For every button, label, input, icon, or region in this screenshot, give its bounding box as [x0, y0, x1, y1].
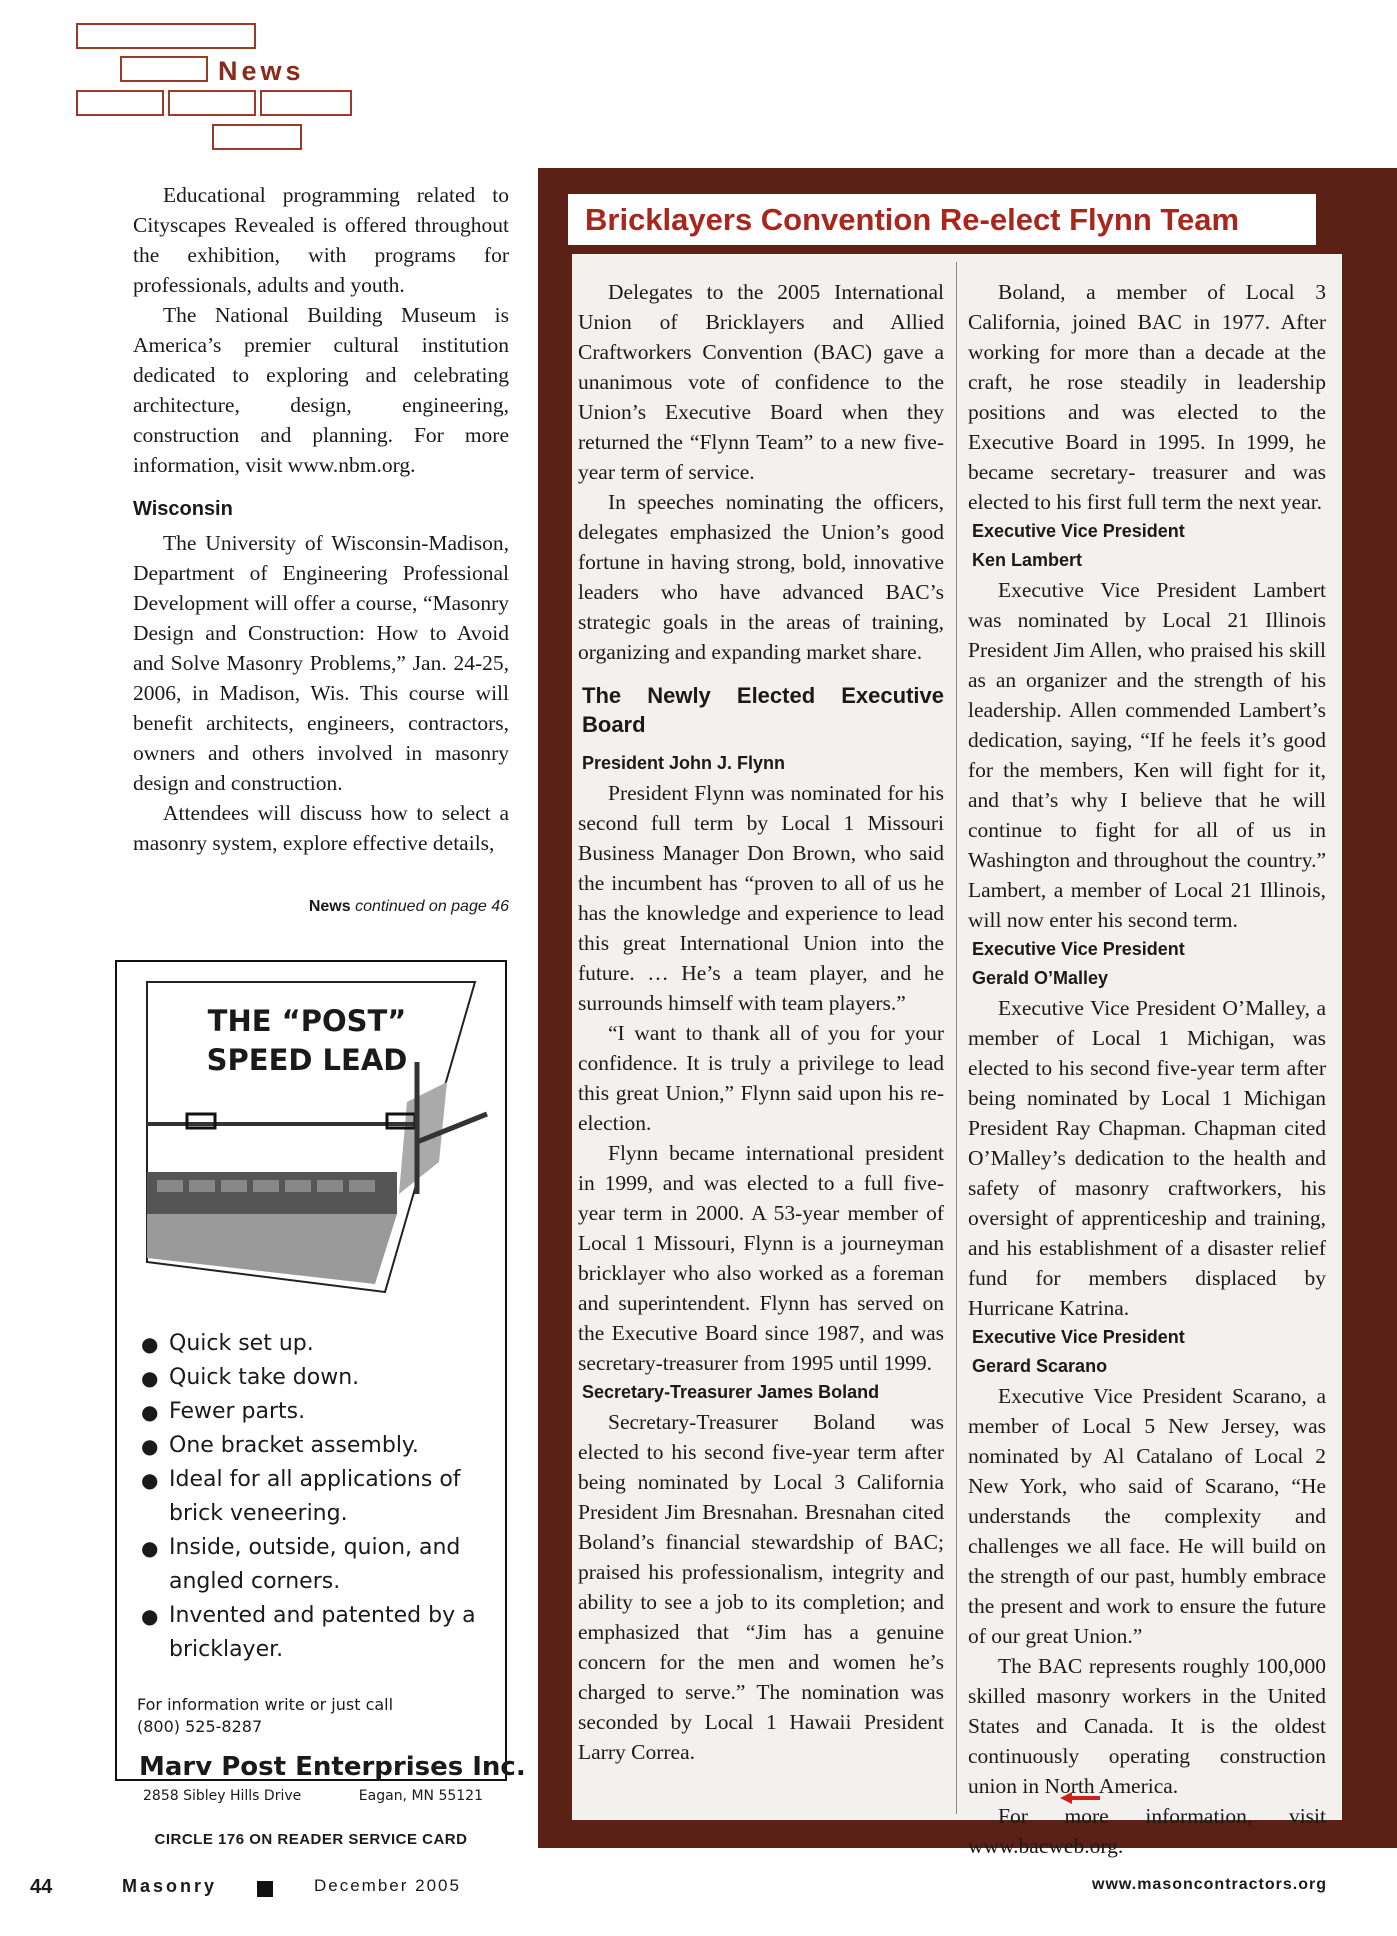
ad-title — [187, 1002, 427, 1080]
paragraph: Boland, a member of Local 3 California, joined BAC in 1977. After working for more than a decade at the craft, he rose steadily in leadership positions and was elected to the Executive Board in 1995. In 1999, he became secretary- treasurer and was elected to his first full term the next year. — [968, 280, 1326, 514]
paragraph: Delegates to the 2005 International Union of Bricklayers and Allied Craftworkers Convention (BAC) gave a unanimous vote of confidence to the Union’s Executive Board when they returned the “Flynn Team” to a new five-year term of service. — [578, 280, 944, 484]
logo-brick — [212, 124, 302, 150]
reader-service-note: CIRCLE 176 ON READER SERVICE CARD — [154, 1831, 468, 1848]
president-heading: President John J. Flynn — [582, 753, 786, 773]
paragraph: Educational programming related to Cityscapes Revealed is offered throughout the exhibition, with programs for professionals, adults and youth. — [133, 183, 509, 297]
paragraph: President Flynn was nominated for his second full term by Local 1 Missouri Business Manager Don Brown, who said the incumbent has “proven to all of us he has the knowledge and experience to lead this great International Union into the future. … He’s a team player, and he surrounds himself with team players.” — [578, 781, 944, 1015]
list-item: ● Inside, outside, quion, and angled corners. — [141, 1531, 505, 1599]
paragraph: The University of Wisconsin-Madison, Department of Engineering Professional Development will offer a course, “Masonry Design and Construction: How to Avoid and Solve Masonry Problems,” Jan. 24-25, 2006, in Madison, Wis. This course will benefit architects, engineers, contractors, owners and others involved in masonry design and construction. — [133, 531, 509, 795]
ad-phone: (800) 525-8287 — [137, 1717, 263, 1736]
paragraph: Executive Vice President Scarano, a member of Local 5 New Jersey, was nominated by Al Catalano of Local 2 New York, who said of Scarano, “He understands the complexity and challenges we all face. He will build on the strength of our past, humbly embrace the present and work to ensure the future of our great Union.” — [968, 1384, 1326, 1648]
paragraph: The National Building Museum is America’s premier cultural institution dedicated to exploring and celebrating architecture, design, engineering, construction and planning. For more information, visit www.nbm.org. — [133, 303, 509, 477]
ad-company: Marv Post Enterprises Inc. — [139, 1752, 526, 1782]
paragraph: Flynn became international president in 1999, and was elected to a full five-year term in 2000. A 53-year member of Local 1 Missouri, Flynn is a journeyman bricklayer who also worked as a foreman and superintendent. Flynn has served on the Executive Board since 1987, and was secretary-treasurer from 1995 until 1999. — [578, 1141, 944, 1375]
sidebar-title: Bricklayers Convention Re-elect Flynn Team — [566, 192, 1318, 247]
paragraph: Secretary-Treasurer Boland was elected to his second five-year term after being nominated by Local 3 California President Jim Bresnahan. Bresnahan cited Boland’s financial stewardship of BAC; praised his professionalism, integrity and ability to see a job to its completion; and emphasized that “Jim has a genuine concern for the men and women he’s charged to serve.” The nomination was seconded by Local 1 Hawaii President Larry Correa. — [578, 1410, 944, 1764]
continued-text: continued on page 46 — [355, 898, 509, 915]
paragraph: Executive Vice President O’Malley, a member of Local 1 Michigan, was elected to his second five-year term after being nominated by Local 1 Michigan President Ray Chapman. Chapman cited O’Malley’s dedication to the health and safety of masonry craftworkers, his oversight of apprenticeship and training, and his establishment of a disaster relief fund for members displaced by Hurricane Katrina. — [968, 996, 1326, 1320]
logo-brick — [260, 90, 352, 116]
list-item: ● Quick take down. — [141, 1361, 505, 1395]
evp-name: Gerard Scarano — [972, 1356, 1108, 1376]
list-item: ● Ideal for all applications of brick veneering. — [141, 1463, 505, 1531]
list-item: ● Fewer parts. — [141, 1395, 505, 1429]
ad-address — [143, 1788, 483, 1804]
board-heading: The Newly Elected Executive Board — [582, 683, 944, 737]
ad-info-line: For information write or just call — [137, 1695, 394, 1714]
logo-brick — [168, 90, 256, 116]
end-arrow-icon — [1060, 1792, 1100, 1804]
paragraph: The BAC represents roughly 100,000 skilled masonry workers in the United States and Canada. It is the oldest continuously operating construction union in North America. — [968, 1654, 1326, 1798]
list-item: ● Invented and patented by a bricklayer. — [141, 1599, 505, 1667]
evp-heading: Executive Vice President — [972, 939, 1185, 959]
secretary-heading: Secretary-Treasurer James Boland — [582, 1382, 880, 1402]
ad-street: 2858 Sibley Hills Drive — [143, 1788, 302, 1804]
advertisement — [115, 960, 526, 1804]
paragraph: Attendees will discuss how to select a masonry system, explore effective details, — [133, 801, 509, 855]
paragraph: In speeches nominating the officers, delegates emphasized the Union’s good fortune in having strong, bold, innovative leaders who have advanced BAC’s strategic goals in the areas of training, organizing and expanding market share. — [578, 490, 944, 664]
issue-date: December 2005 — [314, 1876, 461, 1895]
left-article — [133, 180, 509, 858]
ad-city: Eagan, MN 55121 — [358, 1788, 483, 1804]
page-number: 44 — [30, 1876, 53, 1898]
ad-title-line: SPEED LEAD — [206, 1043, 408, 1077]
evp-name: Ken Lambert — [972, 550, 1083, 570]
evp-heading: Executive Vice President — [972, 521, 1185, 541]
wisconsin-heading: Wisconsin — [133, 498, 233, 520]
continued-section: News — [308, 898, 351, 915]
footer-website: www.masoncontractors.org — [1092, 1876, 1327, 1893]
logo-brick — [120, 56, 208, 82]
logo-brick — [76, 23, 256, 49]
ad-title-line: THE “POST” — [207, 1004, 407, 1038]
list-item: ● Quick set up. — [141, 1327, 505, 1361]
sidebar-column-right — [968, 277, 1326, 1861]
paragraph: Executive Vice President Lambert was nominated by Local 21 Illinois President Jim Allen, who praised his skill as an organizer and the strength of his leadership. Allen commended Lambert’s dedication, saying, “If he feels it’s good for the members, Ken will fight for it, and that’s why I believe that he will continue to fight for all of us in Washington and throughout the country.” Lambert, a member of Local 21 Illinois, will now enter his second term. — [968, 578, 1326, 932]
evp-heading: Executive Vice President — [972, 1327, 1185, 1347]
section-label: News — [218, 56, 305, 86]
sidebar-column-left — [578, 277, 944, 1767]
logo-brick — [76, 90, 164, 116]
square-bullet-icon — [257, 1881, 273, 1897]
column-divider — [956, 262, 957, 1814]
paragraph: “I want to thank all of you for your confidence. It is truly a privilege to lead this great Union,” Flynn said upon his re-election. — [578, 1021, 944, 1135]
paragraph: For more information, visit www.bacweb.org. — [968, 1804, 1326, 1858]
list-item: ● One bracket assembly. — [141, 1429, 505, 1463]
publication-name: Masonry — [122, 1876, 218, 1896]
ad-feature-list — [141, 1327, 505, 1667]
continued-note — [133, 898, 509, 916]
ad-contact — [137, 1694, 393, 1738]
evp-name: Gerald O’Malley — [972, 968, 1109, 988]
